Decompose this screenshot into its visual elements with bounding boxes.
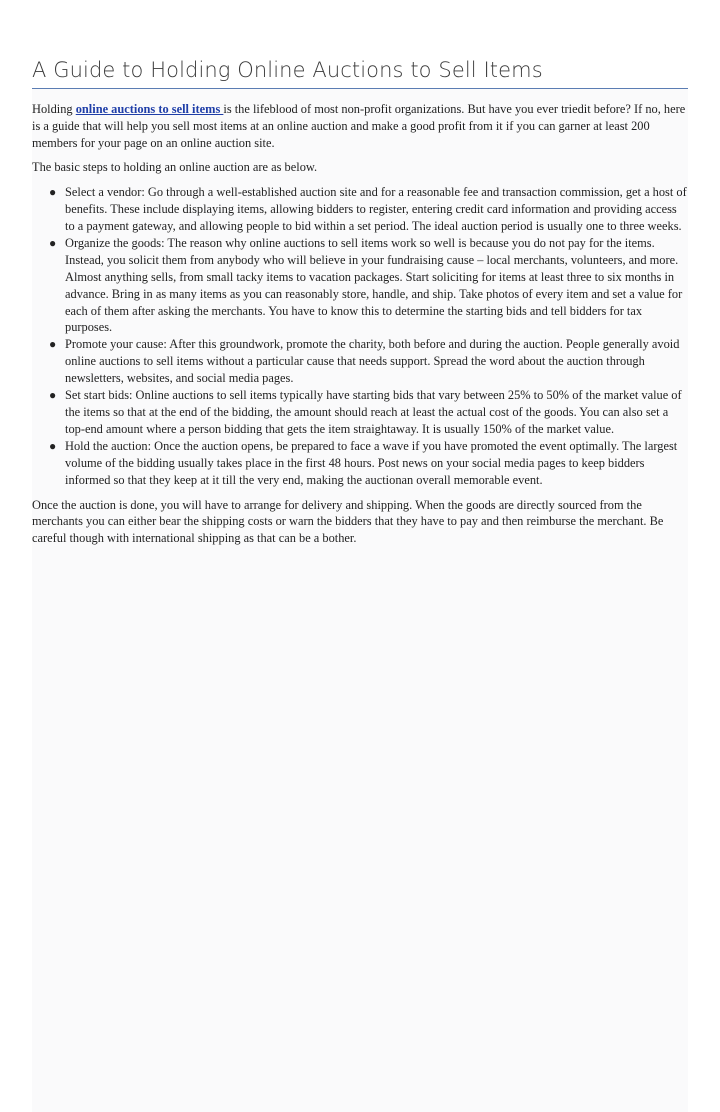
lead-in-paragraph: The basic steps to holding an online auction are as below.	[32, 160, 318, 175]
list-item	[49, 387, 688, 438]
step-text: Select a vendor: Go through a well-established auction site and for a reasonable fee and transaction commission, get a host of benefits. These include displaying items, allowing bidders to register, entering credit card information and providing access to a payment gateway, and allowing people to bid within a set period. The ideal auction period is usually one to three weeks.	[65, 185, 687, 233]
page-title: A Guide to Holding Online Auctions to Sell Items	[32, 58, 543, 82]
bullet-icon: ●	[49, 337, 57, 352]
list-item	[49, 184, 688, 235]
list-item	[49, 235, 688, 336]
bullet-icon: ●	[49, 185, 57, 200]
steps-list	[32, 184, 688, 488]
bullet-icon: ●	[49, 388, 57, 403]
intro-paragraph	[32, 101, 688, 151]
list-item	[49, 336, 688, 387]
step-text: Set start bids: Online auctions to sell items typically have starting bids that vary between 25% to 50% of the market value of the items so that at the end of the bidding, the amount should reach at least the actual cost of the goods. You can also set a top-end amount where a person bidding that gets the item straightaway. It is usually 150% of the market value.	[65, 388, 682, 436]
bullet-icon: ●	[49, 235, 57, 250]
list-item	[49, 438, 688, 489]
online-auctions-link[interactable]: online auctions to sell items	[75, 102, 224, 116]
title-underline	[32, 88, 688, 89]
intro-after-link: is the lifeblood of most non-profit organizations. But have you ever triedit before? If no, here is a guide that will help you sell most items at an online auction and make a good profit from it if you can garner at least 200 members for your page on an online auction site.	[32, 102, 686, 150]
step-text: Organize the goods: The reason why online auctions to sell items work so well is because you do not pay for the items. Instead, you solicit them from anybody who will believe in your fundraising cause – local merchants, volunteers, and more. Almost anything sells, from small tacky items to vacation packages. Start soliciting for items at least three to six months in advance. Bring in as many items as you can reasonably store, handle, and ship. Take photos of every item and set a value for each of them after asking the merchants. You have to know this to determine the starting bids and tell bidders for tax purposes.	[65, 235, 683, 335]
step-text: Promote your cause: After this groundwork, promote the charity, both before and during the auction. People generally avoid online auctions to sell items without a particular cause that needs support. Spread the word about the auction through newsletters, websites, and social media pages.	[65, 337, 680, 386]
step-text: Hold the auction: Once the auction opens, be prepared to face a wave if you have promoted the event optimally. The largest volume of the bidding usually takes place in the first 48 hours. Post news on your social media pages to keep bidders informed so that they keep at it till the very end, making the auctionan overall memorable event.	[65, 438, 678, 487]
intro-before-link: Holding	[32, 102, 76, 116]
document-body	[32, 54, 688, 555]
closing-paragraph: Once the auction is done, you will have to arrange for delivery and shipping. When the goods are directly sourced from the merchants you can either bear the shipping costs or warn the bidders that they have to pay and then reimburse the merchant. Be careful though with international shipping as that can be a bother.	[32, 497, 664, 546]
bullet-icon: ●	[49, 438, 57, 453]
